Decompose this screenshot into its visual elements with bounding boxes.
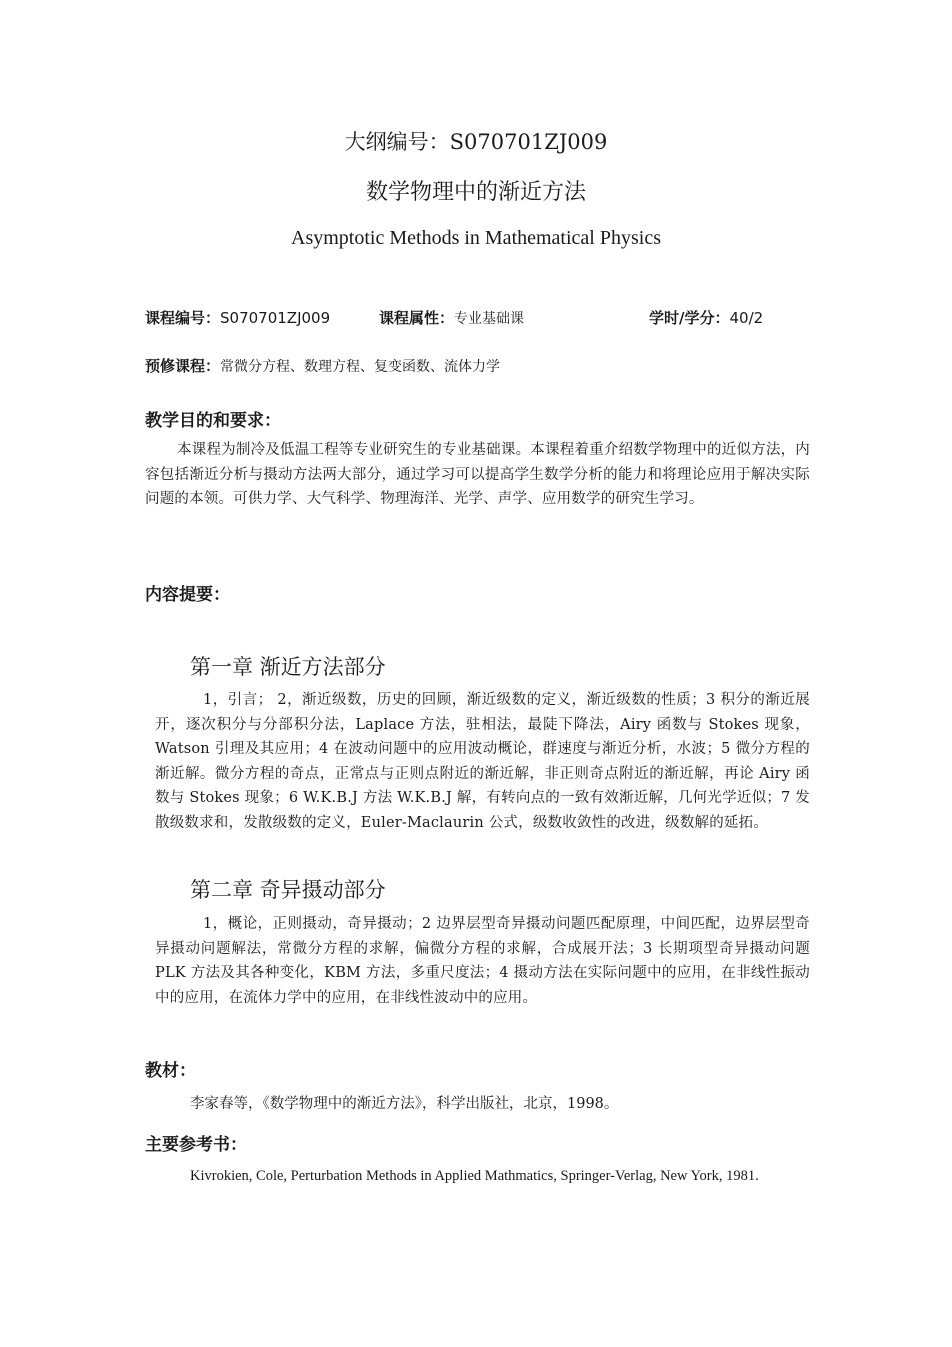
content-heading: 内容提要： [145, 585, 230, 605]
chapter-2-paragraph: 1，概论，正则摄动，奇异摄动；2 边界层型奇异摄动问题匹配原理，中间匹配，边界层型奇异摄动问题解法，常微分方程的求解，偏微分方程的求解，合成展开法；3 长期项型奇异摄动问题 PLK 方法及其各种变化，KBM 方法，多重尺度法；4 摄动方法在实际问题中的应用，在非线性振动中的应用，在流体力学中的应用，在非线性波动中的应用。 [155, 916, 810, 1006]
course-meta-row [145, 307, 825, 329]
hours-credits [649, 307, 763, 328]
course-type [379, 307, 524, 328]
references-heading: 主要参考书： [145, 1135, 247, 1155]
textbook-entry: 李家春等，《数学物理中的渐近方法》，科学出版社，北京，1998。 [190, 1096, 619, 1112]
course-code-label: 课程编号： [145, 309, 221, 327]
course-title-chinese: 数学物理中的渐近方法 [365, 180, 586, 205]
chapter-1-title: 第一章 渐近方法部分 [190, 655, 386, 679]
hours-credits-value: 40/2 [729, 309, 764, 327]
course-title-english: Asymptotic Methods in Mathematical Physics [291, 227, 661, 249]
textbook-heading: 教材： [145, 1061, 196, 1081]
outline-number: 大纲编号：S070701ZJ009 [344, 130, 608, 154]
hours-credits-label: 学时/学分： [649, 309, 730, 327]
course-type-label: 课程属性： [379, 309, 455, 327]
course-code [145, 307, 330, 328]
chapter-1-paragraph: 1，引言； 2，渐近级数，历史的回顾，渐近级数的定义，渐近级数的性质；3 积分的渐近展开，逐次积分与分部积分法，Laplace 方法，驻相法，最陡下降法，Airy 函数与 Stokes 现象，Watson 引理及其应用；4 在波动问题中的应用波动概论，群速度与渐近分析，水波；5 微分方程的渐近解。微分方程的奇点，正常点与正则点附近的渐近解，非正则奇点附近的渐近解，再论 Airy 函数与 Stokes 现象；6 W.K.B.J 方法 W.K.B.J 解，有转向点的一致有效渐近解，几何光学近似；7 发散级数求和，发散级数的定义，Euler-Maclaurin 公式，级数收敛性的改进，级数解的延拓。 [155, 692, 810, 831]
reference-entry: Kivrokien, Cole, Perturbation Methods in Applied Mathmatics, Springer-Verlag, New York, 1981. [190, 1168, 759, 1184]
course-code-value: S070701ZJ009 [220, 309, 331, 327]
course-type-value: 专业基础课 [454, 311, 525, 327]
chapter-2-title: 第二章 奇异摄动部分 [190, 878, 386, 902]
goal-heading: 教学目的和要求： [145, 411, 281, 431]
prerequisites-value: 常微分方程、数理方程、复变函数、流体力学 [220, 359, 501, 375]
prerequisites-label: 预修课程： [145, 357, 221, 375]
prerequisites [145, 355, 500, 376]
goal-paragraph: 本课程为制冷及低温工程等专业研究生的专业基础课。本课程着重介绍数学物理中的近似方法，内容包括渐近分析与摄动方法两大部分，通过学习可以提高学生数学分析的能力和将理论应用于解决实际问题的本领。可供力学、大气科学、物理海洋、光学、声学、应用数学的研究生学习。 [145, 442, 810, 507]
